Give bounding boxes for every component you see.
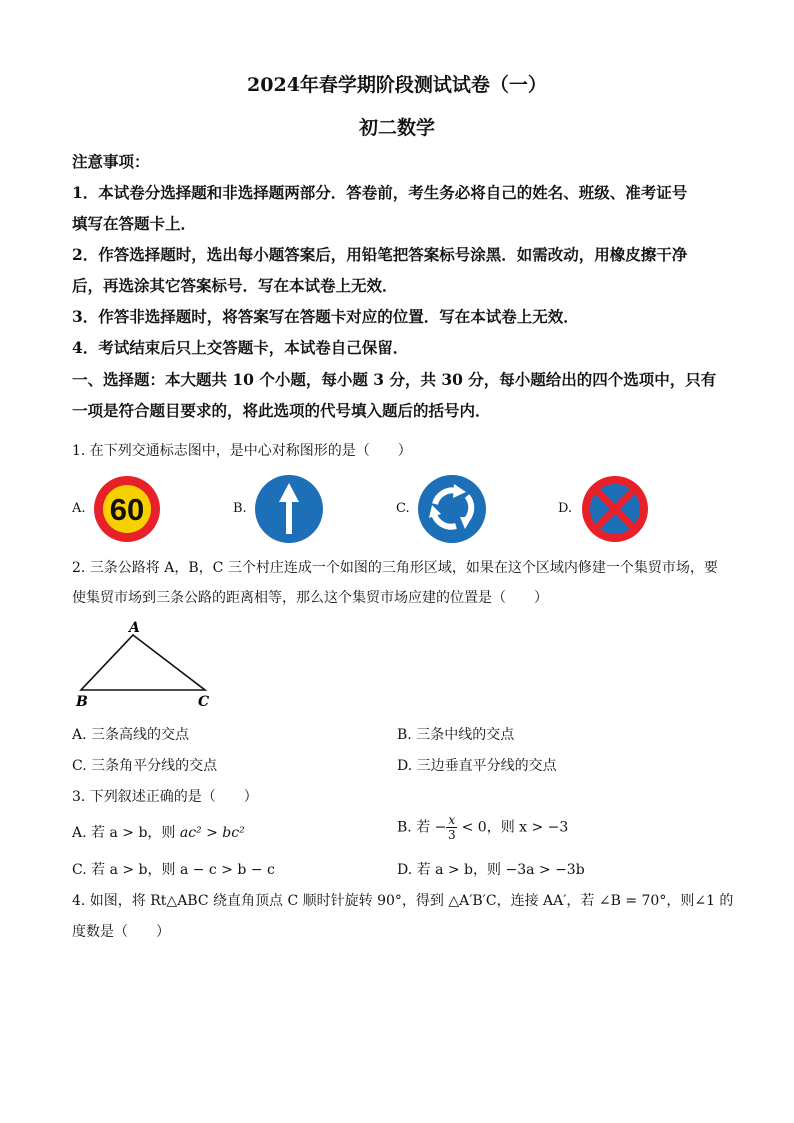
question-1-stem: 1. 在下列交通标志图中，是中心对称图形的是（ ） xyxy=(72,443,412,459)
q1-option-b-label: B. xyxy=(233,501,247,516)
q2-option-d: D. 三边垂直平分线的交点 xyxy=(397,758,557,774)
triangle-abc-outline xyxy=(81,635,205,690)
q3-option-a xyxy=(72,822,245,842)
triangle-abc-diagram xyxy=(72,620,222,712)
notice-item-2-line-2: 后，再选涂其它答案标号．写在本试卷上无效． xyxy=(72,276,398,295)
no-stopping-sign-icon xyxy=(580,474,650,544)
q3-option-b-fraction xyxy=(446,813,457,842)
question-4-stem-line-2: 度数是（ ） xyxy=(72,924,170,940)
q2-option-a: A. 三条高线的交点 xyxy=(72,727,190,743)
q3-option-c: C. 若 a > b，则 a − c > b − c xyxy=(72,862,275,878)
question-2-stem-line-1: 2. 三条公路将 A，B，C 三个村庄连成一个如图的三角形区域，如果在这个区域内修建一个集贸市场，要 xyxy=(72,560,718,576)
q2-option-b: B. 三条中线的交点 xyxy=(397,727,515,743)
q3-option-b-prefix: B. 若 − xyxy=(397,819,447,836)
q3-option-a-prefix: A. 若 a > b，则 xyxy=(72,825,180,841)
vertex-b-label: B xyxy=(76,694,88,710)
roundabout-sign-icon xyxy=(417,474,487,544)
notice-item-2-line-1: 2．作答选择题时，选出每小题答案后，用铅笔把答案标号涂黑．如需改动，用橡皮擦干净 xyxy=(72,245,688,264)
q3-option-d: D. 若 a > b，则 −3a > −3b xyxy=(397,862,585,878)
speed-limit-sign-icon xyxy=(92,474,162,544)
notice-item-1-line-2: 填写在答题卡上． xyxy=(72,214,197,233)
notice-item-4: 4．考试结束后只上交答题卡，本试卷自己保留． xyxy=(72,338,409,357)
notice-item-1-line-1: 1．本试卷分选择题和非选择题两部分．答卷前，考生务必将自己的姓名、班级、准考证号 xyxy=(72,183,688,202)
q1-option-a-label: A. xyxy=(72,501,86,516)
vertex-c-label: C xyxy=(198,694,210,710)
q1-option-d-label: D. xyxy=(558,501,573,516)
speed-sign-number: 60 xyxy=(109,492,145,527)
question-2-stem-line-2: 使集贸市场到三条公路的距离相等，那么这个集贸市场应建的位置是（ ） xyxy=(72,590,548,606)
q1-option-c-label: C. xyxy=(396,501,410,516)
straight-ahead-sign-icon xyxy=(254,474,324,544)
question-4-stem-line-1: 4. 如图，将 Rt△ABC 绕直角顶点 C 顺时针旋转 90°，得到 △A′B′C，连接 AA′，若 ∠B = 70°，则∠1 的 xyxy=(72,893,734,909)
q3-option-b xyxy=(397,813,568,842)
vertex-a-label: A xyxy=(129,620,140,636)
straight-sign-arrow-shaft xyxy=(286,500,292,534)
roundabout-sign-blue-disc xyxy=(418,475,486,543)
notice-item-3: 3．作答非选择题时，将答案写在答题卡对应的位置．写在本试卷上无效． xyxy=(72,307,579,326)
q3-option-b-suffix: < 0，则 x > −3 xyxy=(457,819,569,836)
exam-subtitle: 初二数学 xyxy=(358,117,435,139)
question-3-stem: 3. 下列叙述正确的是（ ） xyxy=(72,789,258,805)
section-1-line-2: 一项是符合题目要求的，将此选项的代号填入题后的括号内． xyxy=(72,401,491,420)
section-1-line-1: 一、选择题：本大题共 10 个小题，每小题 3 分，共 30 分，每小题给出的四个选项中，只有 xyxy=(72,370,717,389)
fraction-numerator: x xyxy=(448,813,456,827)
q3-option-a-math: ac² > bc² xyxy=(179,825,245,841)
fraction-denominator: 3 xyxy=(447,828,456,842)
q2-option-c: C. 三条角平分线的交点 xyxy=(72,758,218,774)
exam-title: 2024年春学期阶段测试试卷（一） xyxy=(247,74,547,96)
notice-heading: 注意事项： xyxy=(72,152,150,171)
